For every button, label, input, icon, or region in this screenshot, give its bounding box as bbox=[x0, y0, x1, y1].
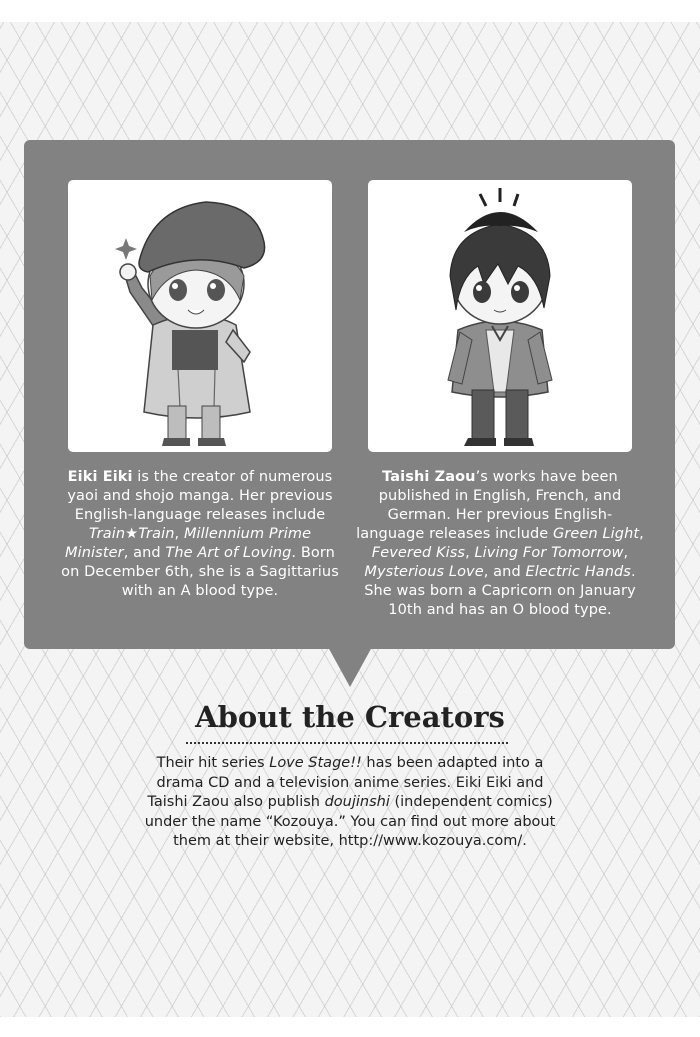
bio-taishi-zaou bbox=[355, 468, 645, 620]
portrait-eiki-eiki bbox=[68, 180, 332, 452]
bio-text: , bbox=[639, 526, 644, 542]
about-text: (independent comics) under the name “Kozouya.” You can find out more about them at their website, http://www.kozouya.com/. bbox=[144, 794, 556, 849]
chibi-beret-illustration bbox=[68, 180, 332, 452]
title-italic: Electric Hands bbox=[525, 564, 631, 580]
chibi-cap-illustration bbox=[368, 180, 632, 452]
section-title: About the Creators bbox=[195, 700, 505, 734]
bio-text: , bbox=[623, 545, 629, 561]
creator-name: Taishi Zaou bbox=[382, 469, 476, 485]
bio-text: is the creator of numerous yaoi and shojo manga. Her previous English-language releases include bbox=[67, 469, 333, 523]
bio-text: ’s works have been published in English, French, and German. Her previous English-language releases include bbox=[356, 469, 622, 542]
title-italic: Fevered Kiss bbox=[371, 545, 466, 561]
creator-name: Eiki Eiki bbox=[67, 469, 133, 485]
portrait-taishi-zaou bbox=[368, 180, 632, 452]
about-text: has been adapted into a drama CD and a television anime series. Eiki Eiki and Taishi Zaou also publish bbox=[147, 755, 544, 810]
bio-text: , and bbox=[483, 564, 526, 580]
bio-text: . She was born a Capricorn on January 10th and has an O blood type. bbox=[364, 564, 636, 618]
bio-text: . Born on December 6th, she is a Sagittarius with an A blood type. bbox=[61, 545, 339, 599]
dotted-divider bbox=[186, 742, 508, 744]
about-paragraph bbox=[140, 754, 560, 852]
about-text: Their hit series bbox=[156, 755, 270, 771]
bio-eiki-eiki bbox=[55, 468, 345, 601]
title-italic: The Art of Loving bbox=[165, 545, 292, 561]
title-italic: Mysterious Love bbox=[364, 564, 484, 580]
doujinshi-term: doujinshi bbox=[324, 794, 390, 810]
panel-pointer bbox=[328, 647, 372, 687]
title-italic: Living For Tomorrow bbox=[474, 545, 624, 561]
title-italic: Millennium Prime Minister bbox=[65, 526, 312, 561]
bio-text: , bbox=[174, 526, 184, 542]
title-italic: Green Light bbox=[553, 526, 640, 542]
bio-text: , and bbox=[123, 545, 166, 561]
bio-text: , bbox=[465, 545, 475, 561]
series-title: Love Stage!! bbox=[269, 755, 362, 771]
title-italic: Train★Train bbox=[88, 526, 175, 542]
